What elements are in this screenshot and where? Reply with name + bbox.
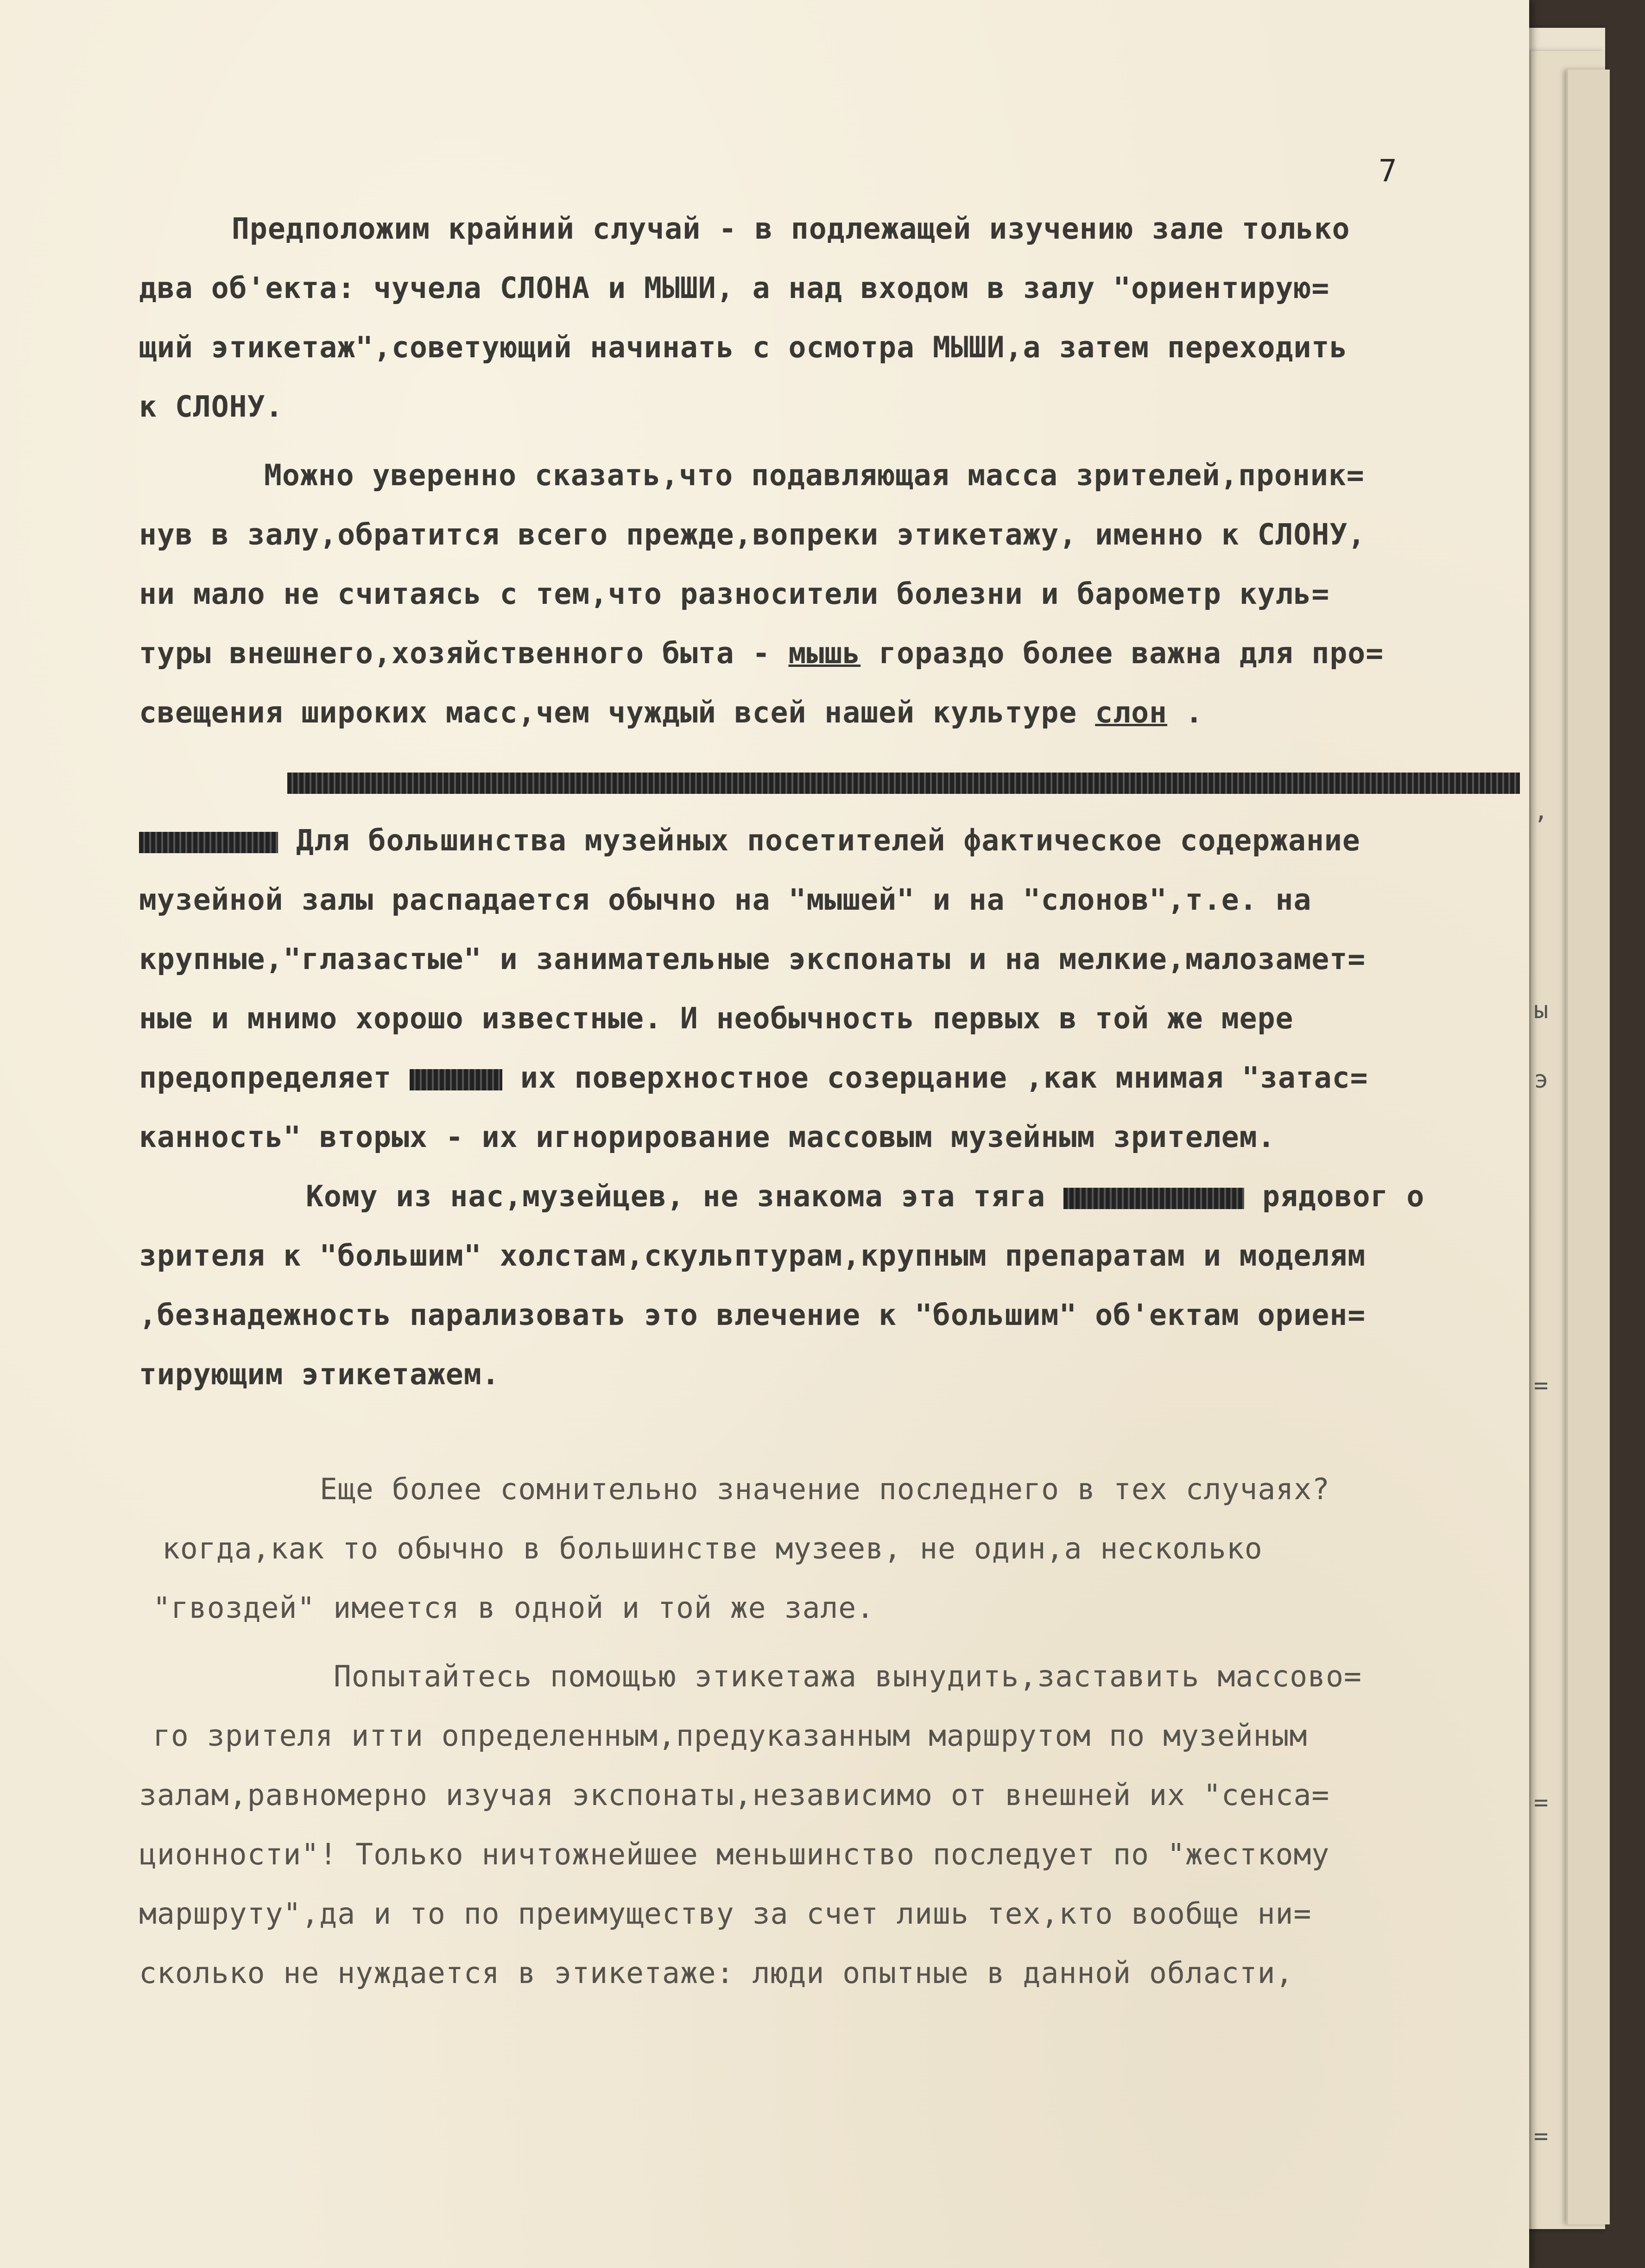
- x-out-strike: [410, 1069, 502, 1090]
- edge-mark: э: [1534, 1066, 1549, 1094]
- text-line: канность" вторых - их игнорирование массовым музейным зрителем.: [139, 1120, 1276, 1154]
- text-fragment: свещения широких масс,чем чуждый всей нашей культуре: [139, 696, 1095, 729]
- text-line: ни мало не считаясь с тем,что разносители болезни и барометр куль=: [139, 577, 1330, 611]
- text-fragment: [860, 636, 879, 670]
- text-line: к СЛОНУ.: [139, 390, 284, 424]
- page-body: [139, 199, 1520, 2003]
- text-line: [139, 811, 1520, 870]
- text-line: крупные,"глазастые" и занимательные экспонаты и на мелкие,малозамет=: [139, 942, 1366, 976]
- text-line: Еще более сомнительно значение последнего в тех случаях?: [320, 1472, 1330, 1506]
- text-fragment: гораздо более важна для про=: [879, 636, 1384, 670]
- text-line: залам,равномерно изучая экспонаты,независимо от внешней их "сенса=: [139, 1778, 1330, 1812]
- text-line: го зрителя итти определенным,предуказанным маршрутом по музейным: [153, 1719, 1308, 1753]
- underlying-page: [1566, 70, 1610, 2224]
- text-fragment: [1244, 1179, 1262, 1213]
- text-fragment: Кому из нас,музейцев, не знакома эта тяга: [306, 1179, 1046, 1213]
- text-line: музейной залы распадается обычно на "мышей" и на "слонов",т.е. на: [139, 883, 1312, 917]
- text-fragment: [1045, 1179, 1063, 1213]
- underlined-word-elephant: слон: [1095, 696, 1167, 729]
- text-fragment: [278, 824, 296, 857]
- paragraph-1: [139, 199, 1520, 437]
- edge-mark: =: [1534, 2122, 1549, 2150]
- edge-mark: ы: [1534, 996, 1549, 1024]
- text-line: тирующим этикетажем.: [139, 1357, 500, 1391]
- text-line: [139, 1048, 1520, 1108]
- paragraph-5: [139, 1460, 1520, 1638]
- page-number: 7: [1379, 153, 1397, 189]
- text-line: сколько не нуждается в этикетаже: люди опытные в данной области,: [139, 1956, 1294, 1990]
- text-line: нув в залу,обратится всего прежде,вопреки этикетажу, именно к СЛОНУ,: [139, 518, 1366, 551]
- text-line: зрителя к "большим" холстам,скульптурам,крупным препаратам и моделям: [139, 1239, 1366, 1273]
- text-line: Можно уверенно сказать,что подавляющая масса зрителей,проник=: [264, 458, 1365, 492]
- text-fragment: Для большинства музейных посетителей фактическое содержание: [296, 824, 1360, 857]
- text-fragment: туры внешнего,хозяйственного быта -: [139, 636, 789, 670]
- text-line: [139, 624, 1520, 683]
- text-fragment: [502, 1061, 520, 1095]
- text-line: ,безнадежность парализовать это влечение к "большим" об'ектам ориен=: [139, 1298, 1366, 1332]
- paragraph-gap: [139, 1404, 1520, 1460]
- text-line: Попытайтесь помощью этикетажа вынудить,заставить массово=: [334, 1660, 1362, 1693]
- text-line: маршруту",да и то по преимуществу за счет лишь тех,кто вообще ни=: [139, 1897, 1312, 1931]
- edge-mark: ,: [1534, 797, 1549, 825]
- text-line: щий этикетаж",советующий начинать с осмотра МЫШИ,а затем переходить: [139, 330, 1348, 364]
- underlined-word-mouse: мышь: [788, 636, 861, 670]
- text-fragment: рядовог о: [1262, 1179, 1425, 1213]
- text-line: Предположим крайний случай - в подлежащей изучению зале только: [232, 212, 1350, 246]
- text-fragment: их поверхностное созерцание ,как мнимая "затас=: [520, 1061, 1368, 1095]
- text-fragment: .: [1167, 696, 1203, 729]
- text-line: [139, 752, 1520, 811]
- text-line: ные и мнимо хорошо известные. И необычность первых в той же мере: [139, 1001, 1294, 1035]
- text-line: ционности"! Только ничтожнейшее меньшинство последует по "жесткому: [139, 1837, 1330, 1871]
- text-fragment: предопределяет: [139, 1061, 392, 1095]
- text-line: [139, 683, 1520, 742]
- text-line: когда,как то обычно в большинстве музеев, не один,а несколько: [162, 1532, 1263, 1565]
- x-out-strike: [287, 773, 1520, 794]
- paragraph-3: [139, 811, 1520, 1167]
- text-line: два об'екта: чучела СЛОНА и МЫШИ, а над входом в залу "ориентирую=: [139, 271, 1330, 305]
- x-out-strike: [1063, 1188, 1244, 1209]
- paragraph-4: [139, 1167, 1520, 1404]
- text-line: "гвоздей" имеется в одной и той же зале.: [153, 1591, 875, 1625]
- edge-mark: =: [1534, 1372, 1549, 1400]
- text-fragment: [392, 1061, 410, 1095]
- paragraph-6: [139, 1647, 1520, 2003]
- paragraph-2: [139, 446, 1520, 742]
- x-out-strike: [139, 832, 278, 853]
- text-line: [139, 1167, 1520, 1226]
- struck-out-line: [139, 752, 1520, 811]
- underlying-page-text-edge: [1529, 0, 1566, 2268]
- edge-mark: =: [1534, 1789, 1549, 1817]
